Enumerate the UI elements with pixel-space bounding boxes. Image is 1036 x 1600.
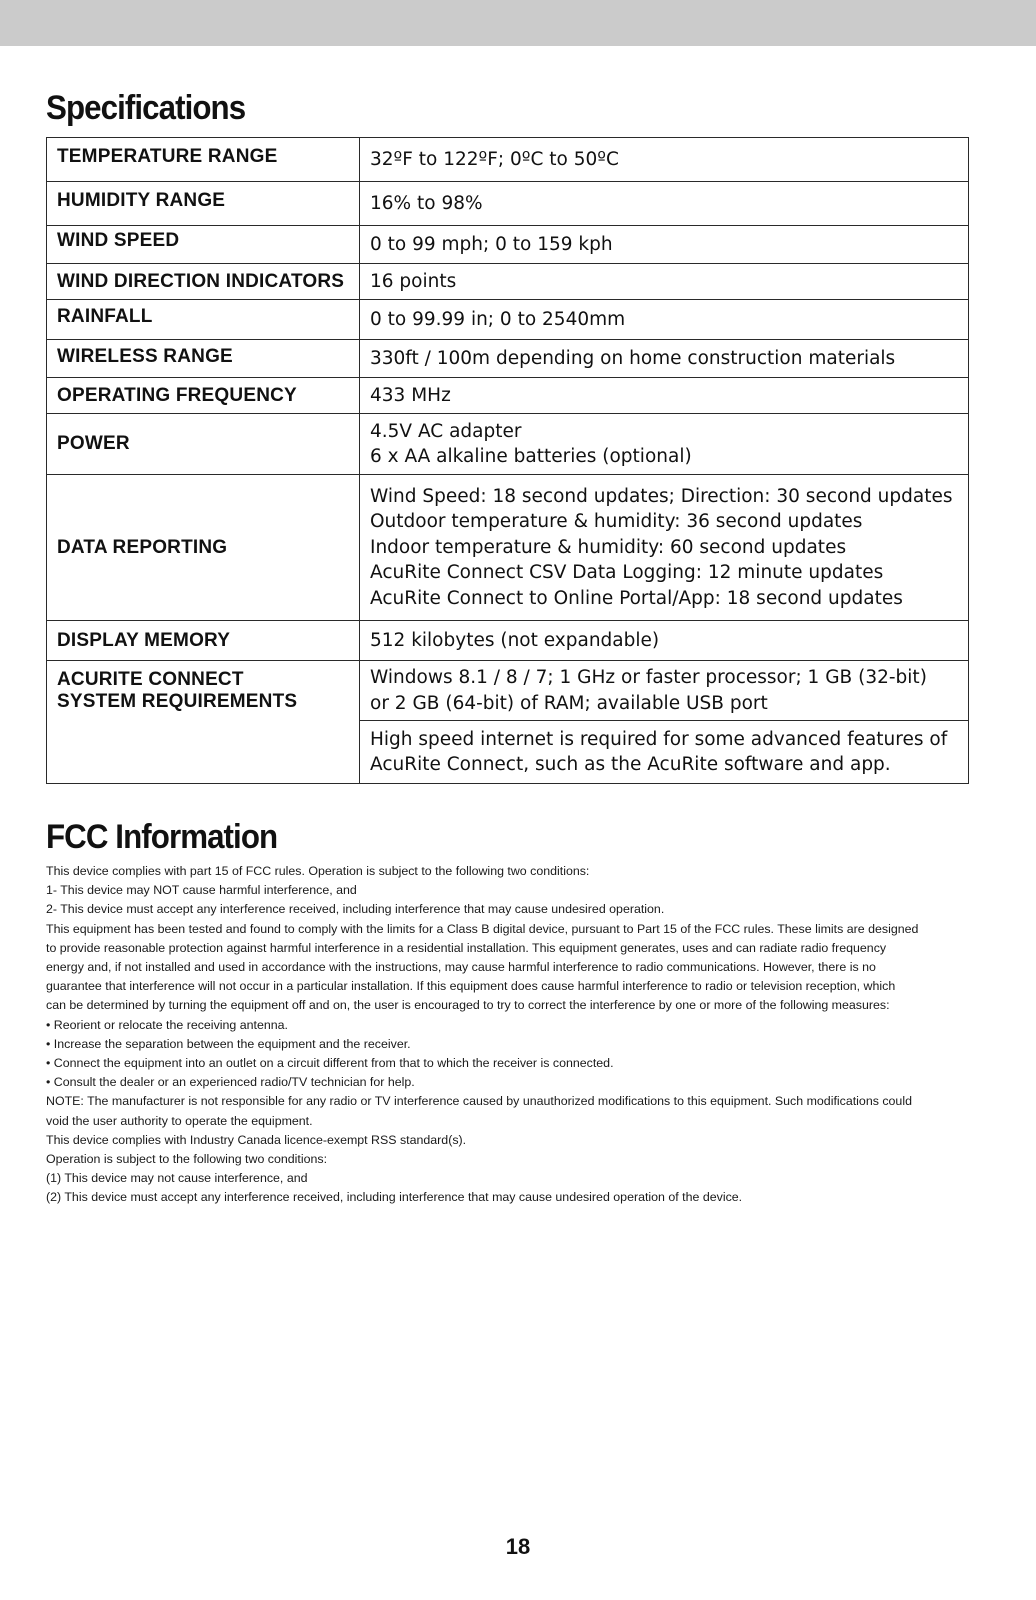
spec-value-line: Outdoor temperature & humidity: 36 second updates	[370, 511, 863, 533]
spec-value-line: Wind Speed: 18 second updates; Direction: 30 second updates	[370, 485, 953, 507]
spec-label: DATA REPORTING	[47, 475, 360, 621]
fcc-title: FCC Information	[46, 818, 278, 856]
spec-value: 0 to 99.99 in; 0 to 2540mm	[360, 300, 969, 340]
spec-label	[47, 661, 360, 784]
page-number: 18	[505, 1534, 531, 1559]
spec-value-line: AcuRite Connect CSV Data Logging: 12 minute updates	[370, 562, 884, 584]
spec-row-operating-frequency	[47, 378, 969, 414]
spec-label-line: ACURITE CONNECT	[57, 669, 244, 690]
spec-value-line: AcuRite Connect to Online Portal/App: 18 second updates	[370, 587, 903, 609]
fcc-line: energy and, if not installed and used in accordance with the instructions, may cause harmful interference to radio communications. However, there is no	[46, 960, 876, 975]
fcc-line: (1) This device may not cause interference, and	[46, 1171, 308, 1186]
spec-label: RAINFALL	[47, 300, 360, 340]
spec-value	[360, 721, 969, 784]
fcc-body	[46, 862, 976, 1208]
spec-label: WIRELESS RANGE	[47, 340, 360, 378]
fcc-line: guarantee that interference will not occur in a particular installation. If this equipment does cause harmful interference to radio or television reception, which	[46, 979, 896, 994]
spec-row-humidity	[47, 182, 969, 226]
spec-row-display-memory	[47, 621, 969, 661]
fcc-bullet: • Reorient or relocate the receiving antenna.	[46, 1017, 288, 1032]
spec-value-line: AcuRite Connect, such as the AcuRite software and app.	[370, 754, 891, 775]
spec-value: 330ft / 100m depending on home construction materials	[360, 340, 969, 378]
fcc-line: to provide reasonable protection against harmful interference in a residential installation. This equipment generates, uses and can radiate radio frequency	[46, 940, 887, 955]
fcc-line: This device complies with part 15 of FCC rules. Operation is subject to the following two conditions:	[46, 864, 590, 878]
fcc-line: This device complies with Industry Canada licence-exempt RSS standard(s).	[46, 1132, 467, 1147]
spec-value	[360, 661, 969, 721]
spec-value-line: High speed internet is required for some advanced features of	[370, 728, 948, 750]
spec-row-data-reporting	[47, 475, 969, 621]
spec-label-line: SYSTEM REQUIREMENTS	[57, 691, 298, 712]
fcc-line: NOTE: The manufacturer is not responsible for any radio or TV interference caused by unauthorized modifications to this equipment. Such modifications could	[46, 1094, 912, 1109]
spec-value: 433 MHz	[360, 378, 969, 414]
spec-value: 0 to 99 mph; 0 to 159 kph	[360, 226, 969, 264]
spec-row-acurite-connect	[47, 661, 969, 721]
spec-value-line: Indoor temperature & humidity: 60 second updates	[370, 536, 847, 558]
spec-label: WIND SPEED	[47, 226, 360, 264]
spec-row-temperature	[47, 138, 969, 182]
fcc-line: (2) This device must accept any interference received, including interference that may cause undesired operation of the device.	[46, 1190, 743, 1205]
spec-value-line: 6 x AA alkaline batteries (optional)	[370, 446, 692, 467]
top-header-bar	[0, 0, 1036, 46]
spec-value: 16 points	[360, 264, 969, 300]
spec-row-wind-direction	[47, 264, 969, 300]
spec-row-power	[47, 414, 969, 475]
spec-label: POWER	[47, 414, 360, 475]
spec-value	[360, 475, 969, 621]
spec-label: OPERATING FREQUENCY	[47, 378, 360, 414]
spec-row-wireless-range	[47, 340, 969, 378]
spec-row-wind-speed	[47, 226, 969, 264]
fcc-bullet: • Consult the dealer or an experienced radio/TV technician for help.	[46, 1075, 415, 1090]
spec-value-line: Windows 8.1 / 8 / 7; 1 GHz or faster processor; 1 GB (32-bit)	[370, 667, 927, 688]
fcc-bullet: • Connect the equipment into an outlet on a circuit different from that to which the receiver is connected.	[46, 1056, 614, 1071]
spec-value-line: 4.5V AC adapter	[370, 420, 522, 442]
spec-value: 16% to 98%	[360, 182, 969, 226]
spec-label: HUMIDITY RANGE	[47, 182, 360, 226]
fcc-line: 1- This device may NOT cause harmful interference, and	[46, 883, 357, 898]
spec-label: WIND DIRECTION INDICATORS	[47, 264, 360, 300]
spec-value-line: or 2 GB (64-bit) of RAM; available USB port	[370, 692, 768, 714]
fcc-line: This equipment has been tested and found to comply with the limits for a Class B digital device, pursuant to Part 15 of the FCC rules. These limits are designed	[46, 921, 919, 936]
fcc-line: can be determined by turning the equipment off and on, the user is encouraged to try to correct the interference by one or more of the following measures:	[46, 998, 890, 1013]
fcc-line: void the user authority to operate the equipment.	[46, 1113, 313, 1128]
spec-row-rainfall	[47, 300, 969, 340]
spec-label: TEMPERATURE RANGE	[47, 138, 360, 182]
spec-label: DISPLAY MEMORY	[47, 621, 360, 661]
fcc-bullet: • Increase the separation between the equipment and the receiver.	[46, 1036, 411, 1051]
spec-value	[360, 414, 969, 475]
fcc-line: 2- This device must accept any interference received, including interference that may cause undesired operation.	[46, 902, 665, 917]
spec-value: 32ºF to 122ºF; 0ºC to 50ºC	[360, 138, 969, 182]
spec-value: 512 kilobytes (not expandable)	[360, 621, 969, 661]
specifications-table	[46, 137, 969, 784]
fcc-line: Operation is subject to the following two conditions:	[46, 1152, 328, 1167]
specifications-title: Specifications	[46, 89, 246, 127]
